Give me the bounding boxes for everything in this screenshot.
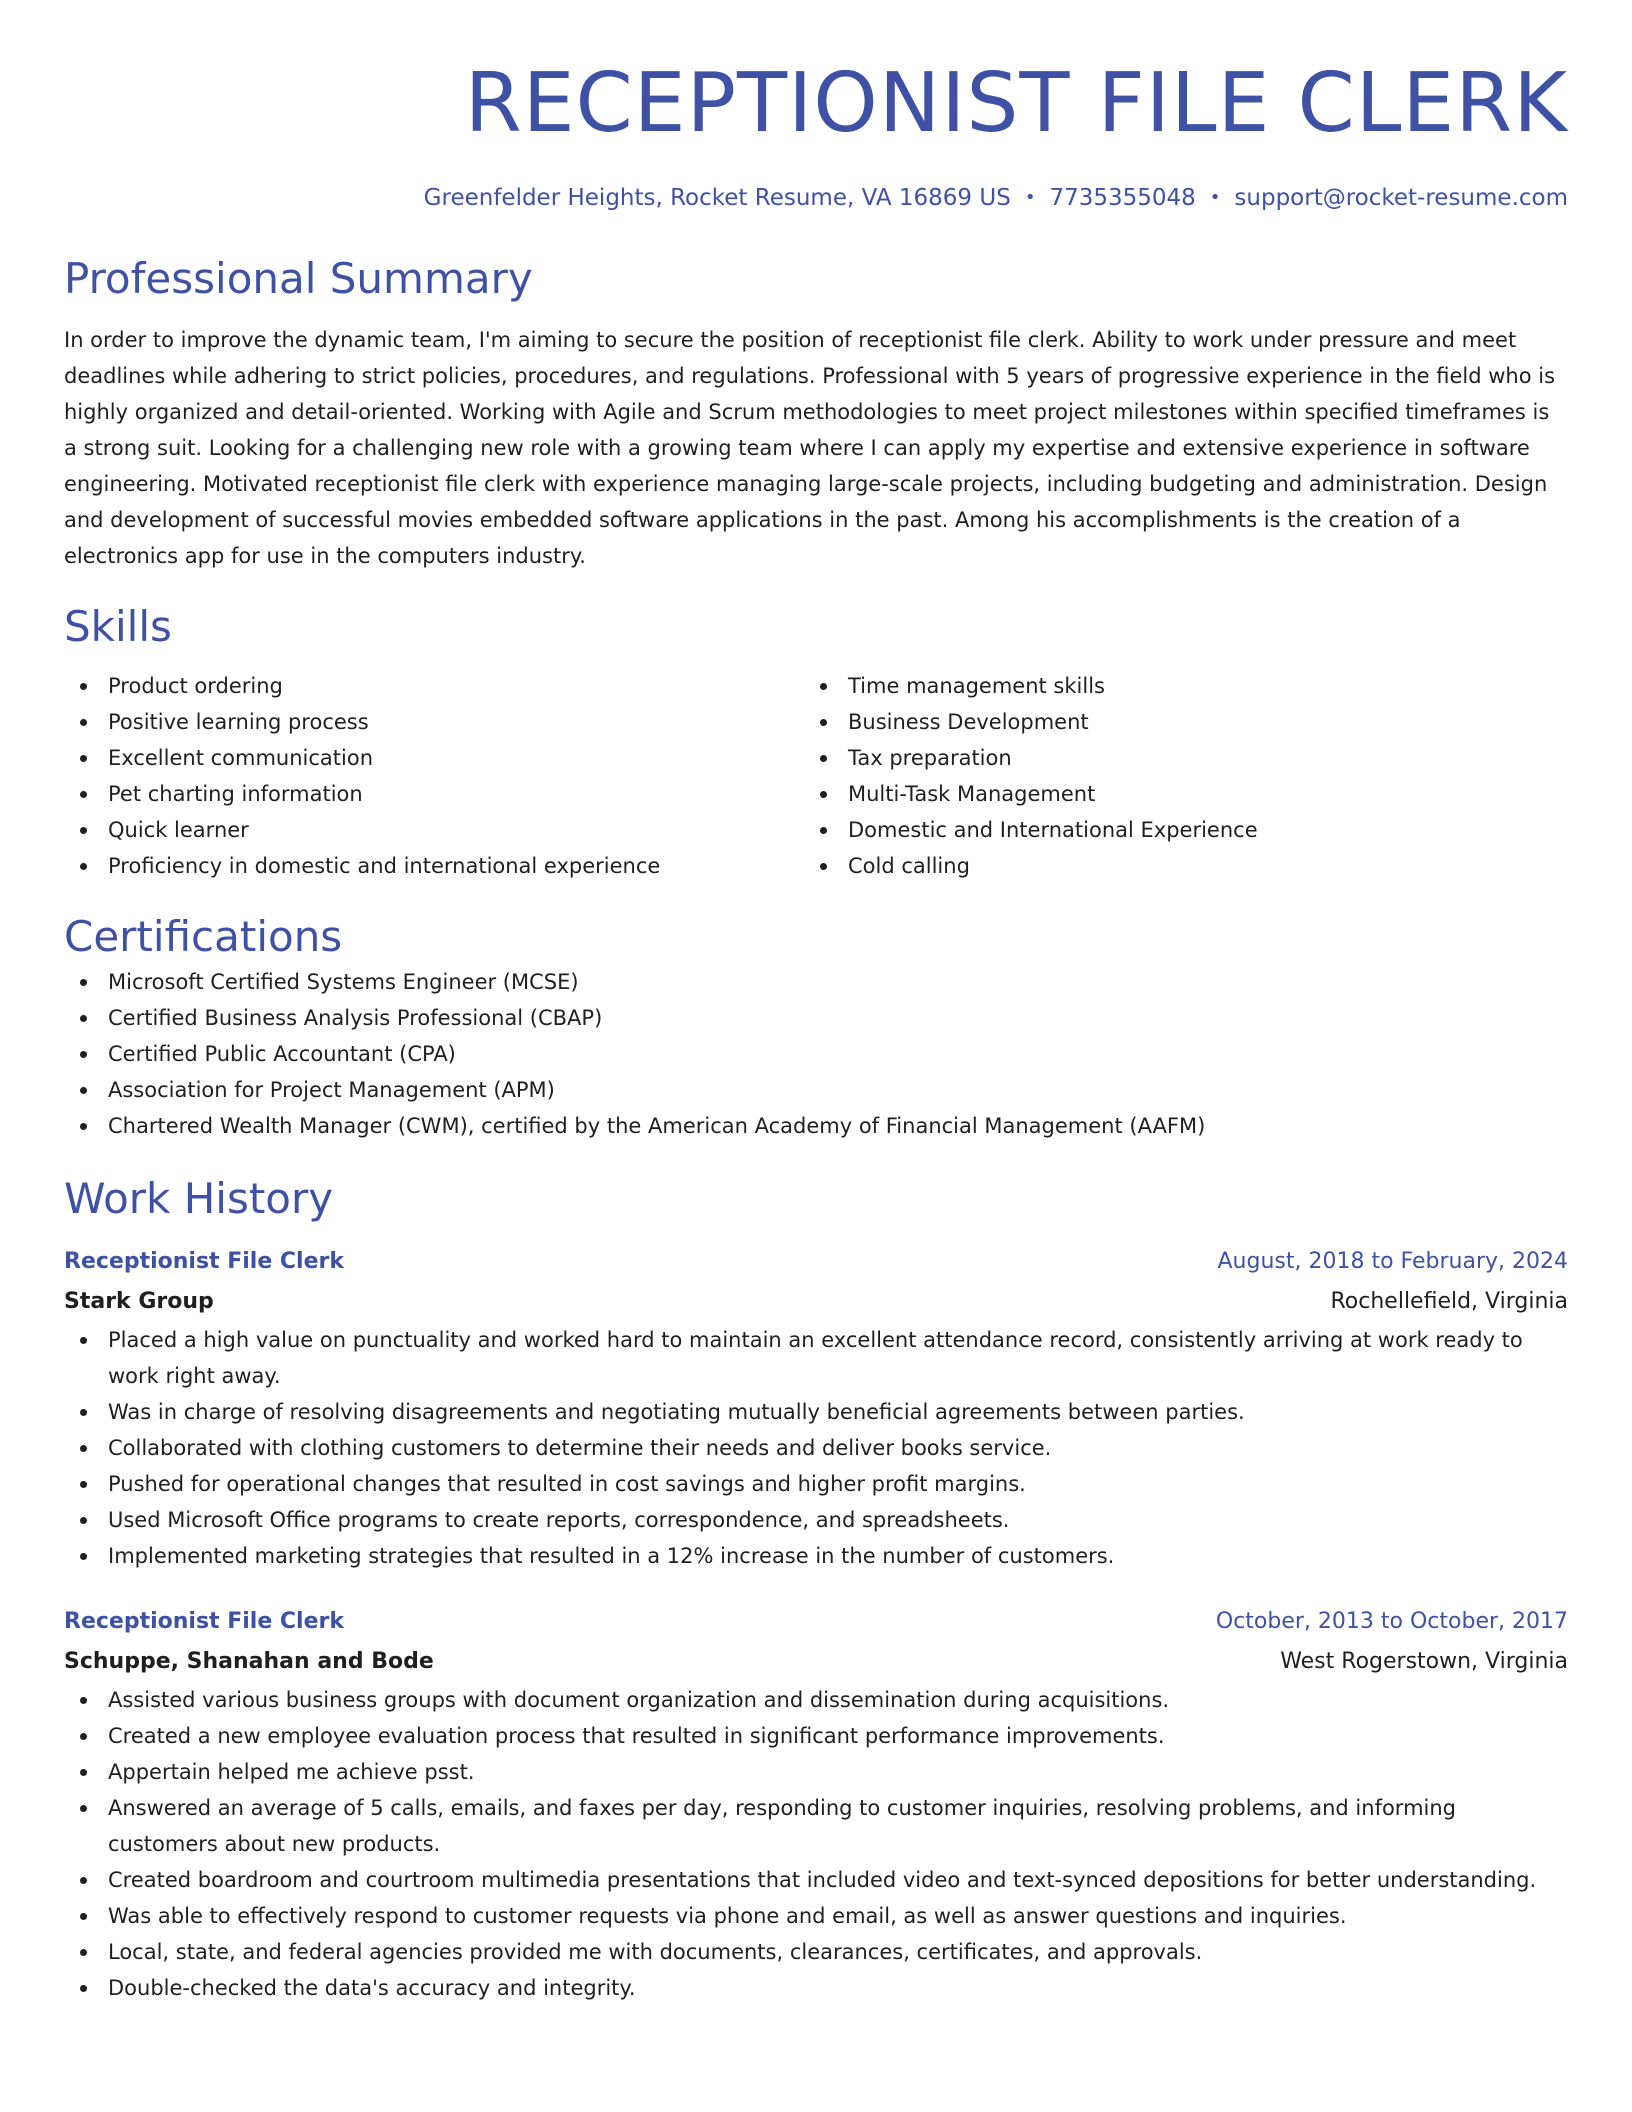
skills-list-right <box>804 668 1544 884</box>
job-bullet-list <box>64 1682 1568 2006</box>
job-bullet: Created boardroom and courtroom multimedia presentations that included video and text-synced depositions for better understanding. <box>64 1862 1568 1898</box>
certification-item: Microsoft Certified Systems Engineer (MCSE) <box>64 964 1568 1000</box>
section-title-work-history: Work History <box>64 1174 334 1223</box>
certification-item: Association for Project Management (APM) <box>64 1072 1568 1108</box>
job-bullet: Answered an average of 5 calls, emails, and faxes per day, responding to customer inquiries, resolving problems, and informing customers about new products. <box>64 1790 1568 1862</box>
job-header-row <box>64 1242 1568 1282</box>
contact-line <box>64 182 1568 214</box>
skill-item: Positive learning process <box>64 704 804 740</box>
skills-grid <box>64 668 1568 884</box>
job-dates: August, 2018 to February, 2024 <box>1217 1249 1568 1274</box>
certifications-list <box>64 964 1568 1144</box>
skill-item: Quick learner <box>64 812 804 848</box>
job-location: West Rogerstown, Virginia <box>1280 1649 1568 1674</box>
section-title-summary: Professional Summary <box>64 254 533 303</box>
job-entry <box>64 1602 1568 2006</box>
skill-item: Cold calling <box>804 848 1544 884</box>
job-bullet: Assisted various business groups with document organization and dissemination during acquisitions. <box>64 1682 1568 1718</box>
job-location: Rochellefield, Virginia <box>1330 1289 1568 1314</box>
contact-separator: • <box>1024 187 1036 208</box>
section-title-skills: Skills <box>64 602 172 651</box>
contact-email: support@rocket-resume.com <box>1234 185 1568 211</box>
section-title-certifications: Certifications <box>64 912 343 961</box>
skill-item: Business Development <box>804 704 1544 740</box>
job-title: Receptionist File Clerk <box>64 1609 344 1634</box>
job-bullet: Appertain helped me achieve psst. <box>64 1754 1568 1790</box>
job-bullet: Used Microsoft Office programs to create reports, correspondence, and spreadsheets. <box>64 1502 1568 1538</box>
certification-item: Chartered Wealth Manager (CWM), certified by the American Academy of Financial Management (AAFM) <box>64 1108 1568 1144</box>
job-company: Schuppe, Shanahan and Bode <box>64 1649 434 1674</box>
job-bullet: Double-checked the data's accuracy and integrity. <box>64 1970 1568 2006</box>
job-bullet: Was in charge of resolving disagreements and negotiating mutually beneficial agreements between parties. <box>64 1394 1568 1430</box>
job-bullet: Pushed for operational changes that resulted in cost savings and higher profit margins. <box>64 1466 1568 1502</box>
skill-item: Pet charting information <box>64 776 804 812</box>
skill-item: Multi-Task Management <box>804 776 1544 812</box>
contact-separator: • <box>1209 187 1221 208</box>
summary-text: In order to improve the dynamic team, I'm aiming to secure the position of receptionist file clerk. Ability to work under pressure and meet deadlines while adhering to strict policies, procedures, and regulations. Professional with 5 years of progressive experience in the field who is highly organized and detail-oriented. Working with Agile and Scrum methodologies to meet project milestones within specified timeframes is a strong suit. Looking for a challenging new role with a growing team where I can apply my expertise and extensive experience in software engineering. Motivated receptionist file clerk with experience managing large-scale projects, including budgeting and administration. Design and development of successful movies embedded software applications in the past. Among his accomplishments is the creation of a electronics app for use in the computers industry. <box>64 328 1556 568</box>
job-company: Stark Group <box>64 1289 214 1314</box>
job-bullet: Collaborated with clothing customers to determine their needs and deliver books service. <box>64 1430 1568 1466</box>
contact-phone: 7735355048 <box>1049 185 1196 211</box>
skill-item: Product ordering <box>64 668 804 704</box>
job-bullet: Implemented marketing strategies that resulted in a 12% increase in the number of customers. <box>64 1538 1568 1574</box>
job-company-row <box>64 1642 1568 1682</box>
job-dates: October, 2013 to October, 2017 <box>1215 1609 1568 1634</box>
certification-item: Certified Public Accountant (CPA) <box>64 1036 1568 1072</box>
job-title: Receptionist File Clerk <box>64 1249 344 1274</box>
job-company-row <box>64 1282 1568 1322</box>
job-header-row <box>64 1602 1568 1642</box>
resume-name: RECEPTIONIST FILE CLERK <box>464 56 1568 151</box>
job-bullet-list <box>64 1322 1568 1574</box>
job-entry <box>64 1242 1568 1574</box>
skills-list-left <box>64 668 804 884</box>
skills-column-left <box>64 668 804 884</box>
skill-item: Excellent communication <box>64 740 804 776</box>
skill-item: Proficiency in domestic and international experience <box>64 848 804 884</box>
skills-column-right <box>804 668 1544 884</box>
job-bullet: Was able to effectively respond to customer requests via phone and email, as well as answer questions and inquiries. <box>64 1898 1568 1934</box>
job-bullet: Placed a high value on punctuality and worked hard to maintain an excellent attendance record, consistently arriving at work ready to work right away. <box>64 1322 1568 1394</box>
skill-item: Time management skills <box>804 668 1544 704</box>
certification-item: Certified Business Analysis Professional (CBAP) <box>64 1000 1568 1036</box>
job-bullet: Local, state, and federal agencies provided me with documents, clearances, certificates, and approvals. <box>64 1934 1568 1970</box>
job-bullet: Created a new employee evaluation process that resulted in significant performance improvements. <box>64 1718 1568 1754</box>
contact-address: Greenfelder Heights, Rocket Resume, VA 16869 US <box>423 185 1011 211</box>
skill-item: Tax preparation <box>804 740 1544 776</box>
skill-item: Domestic and International Experience <box>804 812 1544 848</box>
